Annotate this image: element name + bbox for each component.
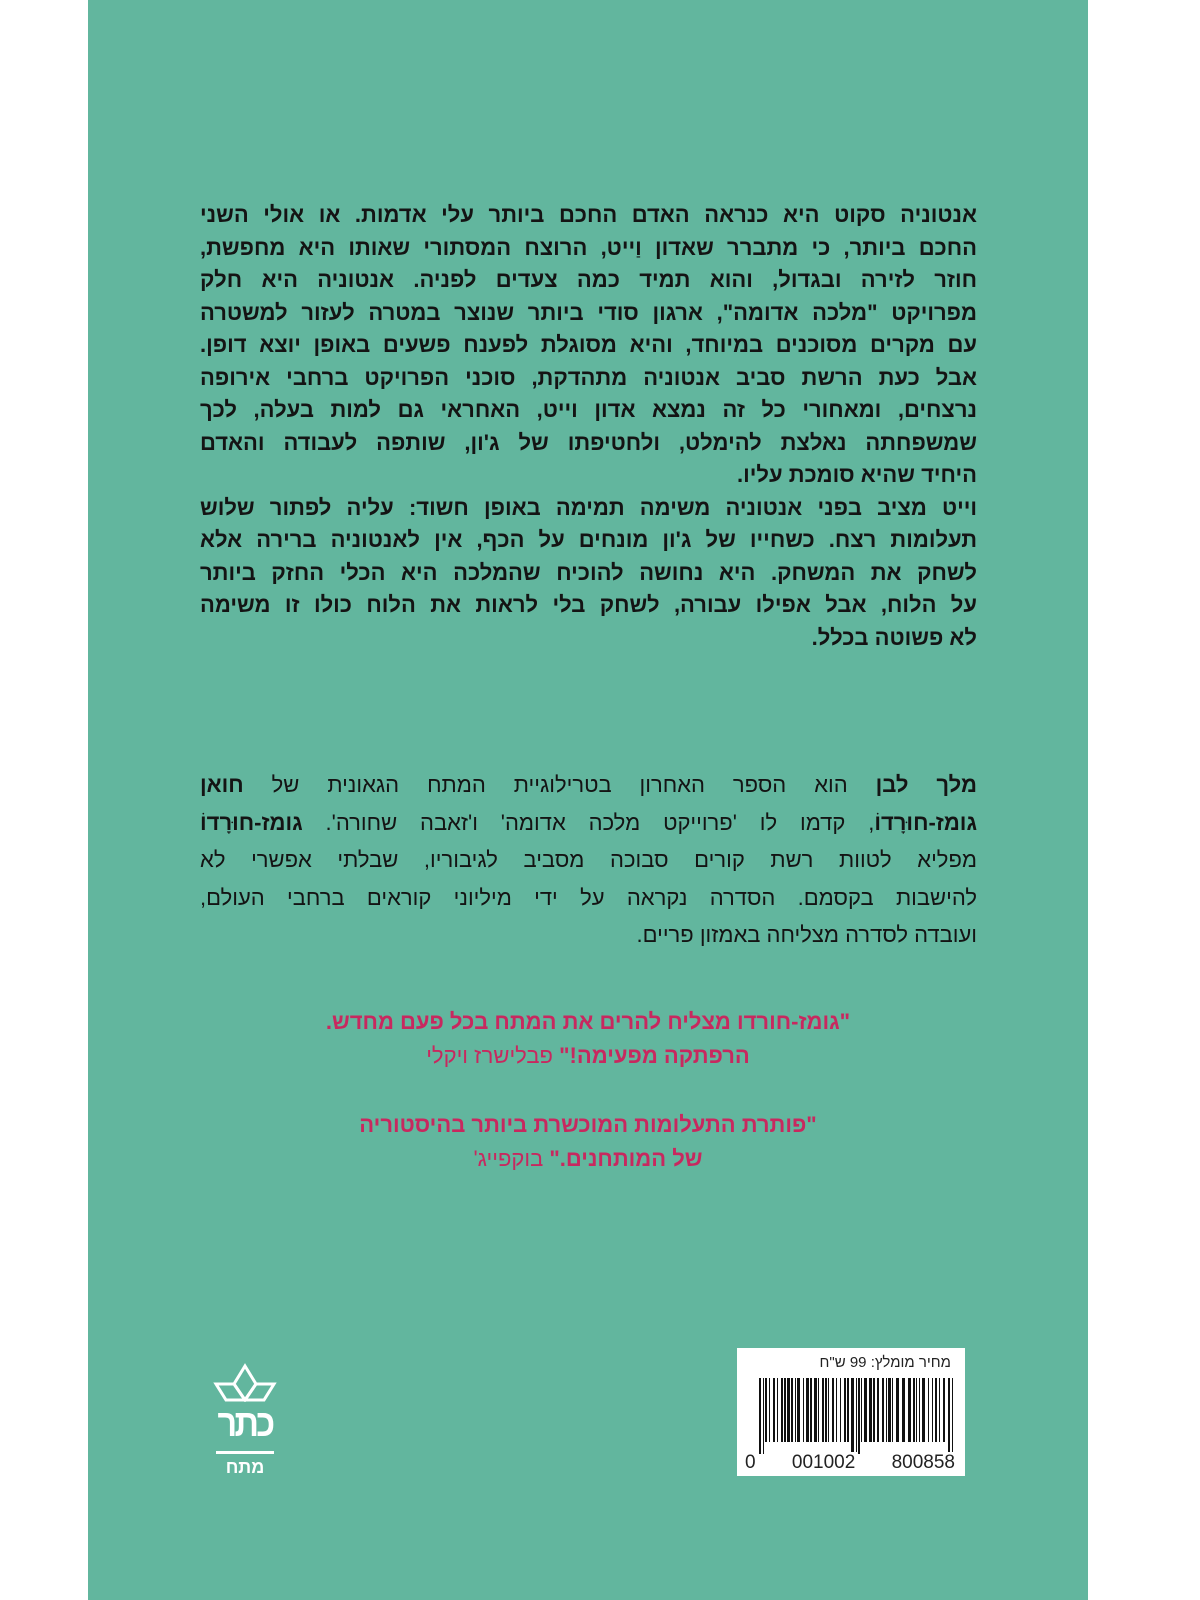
review-quote [288, 1005, 888, 1073]
barcode-bar [784, 1378, 786, 1442]
barcode-bar [935, 1378, 937, 1442]
review-quote [288, 1108, 888, 1176]
barcode-bar [952, 1378, 953, 1454]
barcode-bar [828, 1378, 829, 1442]
barcode-bar [858, 1378, 860, 1454]
barcode-bar [806, 1378, 809, 1442]
publisher-name: כתר [217, 1403, 273, 1445]
barcode-digit-group: 800858 [891, 1452, 955, 1473]
barcode-bar [836, 1378, 837, 1442]
synopsis-line: נרצחים, ומאחורי כל זה נמצא אדון וייט, האחראי גם למות בעלה, לכך [200, 397, 977, 422]
synopsis-line: החכם ביותר, כי מתברר שאדון וַייט, הרוצח המסתורי שאותו היא מחפשת, [200, 234, 977, 260]
barcode-bar [840, 1378, 841, 1442]
barcode-bar [814, 1378, 817, 1442]
about-line: מפליא לטוות רשת קורים סבוכה מסביב לגיבוריו, שבלתי אפשרי לא [200, 847, 977, 872]
barcode-bar [913, 1378, 915, 1442]
barcode-bar [818, 1378, 819, 1442]
barcode-bar [822, 1378, 824, 1442]
author-last-name: גומז-חוּרָדוֹ [874, 809, 977, 835]
barcode-bar [877, 1378, 879, 1442]
about-text: הוא הספר האחרון בטרילוגיית המתח הגאונית של [243, 772, 876, 797]
barcode-bar [763, 1378, 764, 1454]
synopsis-line: אנטוניה סקוט היא כנראה האדם החכם ביותר עלי אדמות. או אולי השני [200, 202, 977, 227]
synopsis-line: מפרויקט "מלכה אדומה", ארגון סודי ביותר שנוצר במטרה לעזור למשטרה [200, 299, 977, 325]
barcode-bar [943, 1378, 945, 1442]
barcode-bar [892, 1378, 893, 1442]
synopsis-line: לשחק את המשחק. היא נחושה להוכיח שהמלכה היא הכלי החזק ביותר [200, 559, 977, 585]
barcode-bar [795, 1378, 796, 1442]
barcode-bar [928, 1378, 929, 1442]
barcode-bar [916, 1378, 917, 1442]
author-first-name: חואן [200, 772, 244, 797]
barcode-bar [777, 1378, 778, 1442]
barcode-bar [797, 1378, 800, 1442]
book-title: מלך לבן [875, 772, 978, 797]
barcode-digit-group: 0 [745, 1452, 756, 1473]
barcode-bar [856, 1378, 857, 1454]
barcode-digit-group: 001002 [791, 1452, 856, 1473]
barcode-bar [773, 1378, 775, 1442]
barcode-bar [886, 1378, 887, 1442]
barcode-bar [869, 1378, 872, 1442]
barcode-bar [769, 1378, 770, 1442]
quote-line: "גומז-חורדו מצליח להרים את המתח בכל פעם מחדש. [325, 1009, 851, 1034]
crown-icon [212, 1362, 278, 1402]
synopsis-line: עם מקרים מסוכנים במיוחד, והיא מסוגלת לפענח פשעים באופן יוצא דופן. [200, 332, 977, 357]
barcode-bar [825, 1378, 827, 1442]
barcode-bar [922, 1378, 925, 1442]
quote-text: הרפתקה מפעימה!" [559, 1043, 750, 1068]
barcode-icon [759, 1378, 955, 1454]
about-line: ועובדה לסדרה מצליחה באמזון פריים. [636, 922, 977, 947]
barcode-bar [787, 1378, 790, 1442]
barcode-bar [781, 1378, 783, 1442]
barcode-bar [902, 1378, 905, 1442]
recommended-price: מחיר מומלץ: 99 ש"ח [819, 1354, 951, 1371]
about-line [200, 766, 977, 804]
barcode-label [737, 1348, 965, 1476]
synopsis-line: וייט מציב בפני אנטוניה משימה תמימה באופן חשוד: עליה לפתור שלוש [200, 494, 977, 520]
synopsis-line: שמשפחתה נאלצת להימלט, ולחטיפתו של ג'ון, שותפה לעבודה והאדם [200, 429, 977, 455]
barcode-bar [861, 1378, 862, 1442]
barcode-bar [948, 1378, 950, 1454]
barcode-bar [864, 1378, 867, 1442]
barcode-bar [803, 1378, 804, 1442]
about-series [200, 766, 977, 954]
synopsis-line: על הלוח, אבל אפילו עבורה, לשחק בלי לראות את הלוח כולו זו משימה [200, 592, 977, 617]
synopsis-line: לא פשוטה בכלל. [811, 624, 977, 650]
logo-divider [216, 1451, 274, 1454]
barcode-bar [844, 1378, 846, 1442]
synopsis-line: חוזר לזירה ובגדול, והוא תמיד כמה צעדים לפניה. אנטוניה היא חלק [200, 267, 977, 292]
barcode-bar [908, 1378, 911, 1442]
synopsis-line: אבל כעת הרשת סביב אנטוניה מתהדקת, סוכני הפרויקט ברחבי אירופה [200, 364, 977, 390]
book-back-cover [88, 0, 1088, 1600]
barcode-bar [888, 1378, 891, 1442]
barcode-bar [791, 1378, 793, 1442]
quote-text: של המותחנים." [549, 1146, 703, 1171]
synopsis-line: היחיד שהיא סומכת עליו. [737, 462, 977, 487]
barcode-bar [765, 1378, 767, 1442]
barcode-bar [932, 1378, 933, 1442]
publisher-imprint: מתח [225, 1457, 265, 1477]
quote-line [288, 1142, 888, 1176]
barcode-digits [743, 1452, 957, 1474]
synopsis-line: תעלומות רצח. כשחייו של ג'ון מונחים על הכף, אין לאנטוניה ברירה אלא [200, 527, 977, 552]
barcode-bar [810, 1378, 812, 1442]
about-line [200, 804, 977, 842]
about-line: להישבות בקסמם. הסדרה נקראה על ידי מיליוני קוראים ברחבי העולם, [200, 884, 977, 910]
quote-line [288, 1039, 888, 1073]
about-text: , קדמו לו 'פרוייקט מלכה אדומה' ו'זאבה שחורה'. [302, 809, 875, 835]
author-last-name: גומז-חוּרָדוֹ [200, 809, 303, 835]
quote-source: בוקפייג' [473, 1146, 544, 1171]
barcode-bar [939, 1378, 940, 1442]
barcode-bar [882, 1378, 884, 1442]
barcode-bar [759, 1378, 761, 1454]
barcode-bar [832, 1378, 834, 1442]
barcode-bar [873, 1378, 875, 1442]
quote-source: פבלישרז ויקלי [426, 1043, 553, 1068]
publisher-logo [212, 1362, 278, 1478]
barcode-bar [896, 1378, 899, 1442]
synopsis [200, 199, 977, 654]
barcode-bar [919, 1378, 920, 1442]
barcode-bar [851, 1378, 854, 1454]
barcode-bar [847, 1378, 849, 1442]
quote-line: "פותרת התעלומות המוכשרת ביותר בהיסטוריה [359, 1112, 817, 1137]
